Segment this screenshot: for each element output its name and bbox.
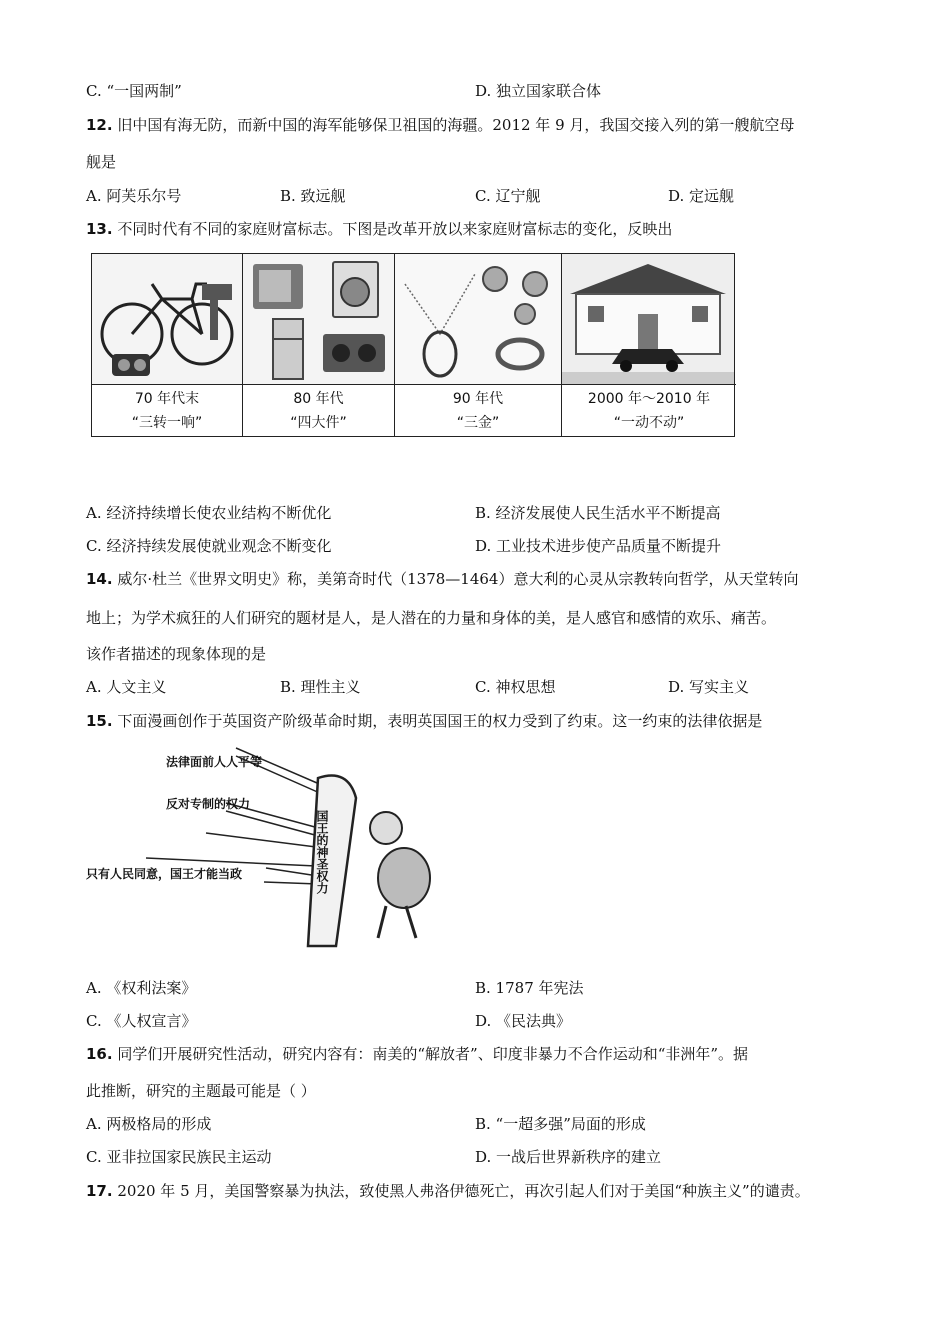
question-12-number: 12.: [86, 116, 113, 134]
q16-option-a: A. 两极格局的形成: [86, 1115, 212, 1133]
panel-70s-label: “三转一响”: [131, 415, 203, 431]
panel-90s: [395, 254, 562, 436]
question-14-stem-1: 14. 威尔·杜兰《世界文明史》称，美第奇时代（1378—1464）意大利的心灵从宗教转向哲学，从天堂转向: [86, 570, 799, 588]
q15-option-b: B. 1787 年宪法: [475, 979, 584, 997]
question-15-stem-1: 15. 下面漫画创作于英国资产阶级革命时期，表明英国国王的权力受到了约束。这一约束的法律依据是: [86, 712, 763, 730]
q16-option-b: B. “一超多强”局面的形成: [475, 1115, 646, 1133]
house-car-image: [562, 254, 736, 385]
q14-option-d: D. 写实主义: [668, 678, 750, 696]
q12-option-d: D. 定远舰: [668, 187, 735, 205]
question-14-stem-2: 地上；为学术疯狂的人们研究的题材是人，是人潜在的力量和身体的美，是人感官和感情的欢乐、痛苦。: [86, 609, 777, 627]
q12-option-a: A. 阿芙乐尔号: [86, 187, 182, 205]
q12-option-c: C. 辽宁舰: [475, 187, 541, 205]
question-17-number: 17.: [86, 1182, 113, 1200]
question-13-stem-1: 13. 不同时代有不同的家庭财富标志。下图是改革开放以来家庭财富标志的变化，反映出: [86, 220, 673, 238]
panel-2000s: [562, 254, 736, 436]
q13-option-b: B. 经济发展使人民生活水平不断提高: [475, 504, 721, 522]
q12-option-b: B. 致远舰: [280, 187, 346, 205]
arrow-label-equality: 法律面前人人平等: [166, 755, 263, 769]
panel-80s: [243, 254, 395, 436]
q14-option-b: B. 理性主义: [280, 678, 361, 696]
q13-option-c: C. 经济持续发展使就业观念不断变化: [86, 537, 332, 555]
q15-option-c: C. 《人权宣言》: [86, 1012, 197, 1030]
wealth-symbols-table: [91, 253, 735, 437]
question-16-stem-1: 16. 同学们开展研究性活动，研究内容有：南美的“解放者”、印度非暴力不合作运动和“非洲年”。据: [86, 1045, 749, 1063]
q16-option-d: D. 一战后世界新秩序的建立: [475, 1148, 662, 1166]
panel-2000s-label: “一动不动”: [613, 415, 685, 431]
q16-option-c: C. 亚非拉国家民族民主运动: [86, 1148, 272, 1166]
q13-option-d: D. 工业技术进步使产品质量不断提升: [475, 537, 722, 555]
question-16-stem-2: 此推断，研究的主题最可能是（ ）: [86, 1082, 316, 1100]
panel-90s-label: “三金”: [456, 415, 500, 431]
arrow-label-anti-autocracy: 反对专制的权力: [166, 797, 251, 811]
q15-option-a: A. 《权利法案》: [86, 979, 197, 997]
panel-70s-period: 70 年代末: [134, 391, 200, 407]
king-power-cartoon: [86, 738, 446, 950]
panel-80s-period: 80 年代: [293, 391, 344, 407]
question-17-stem-1: 17. 2020 年 5 月，美国警察暴为执法，致使黑人弗洛伊德死亡，再次引起人们对于美国“种族主义”的谴责。: [86, 1182, 810, 1200]
q11-option-d: D. 独立国家联合体: [475, 82, 602, 100]
question-16-number: 16.: [86, 1045, 113, 1063]
shield-label: 国王的神圣权力: [315, 810, 329, 894]
q13-option-a: A. 经济持续增长使农业结构不断优化: [86, 504, 332, 522]
question-12-stem-1: 12. 旧中国有海无防，而新中国的海军能够保卫祖国的海疆。2012 年 9 月，我国交接入列的第一艘航空母: [86, 116, 795, 134]
bicycle-sewing-machine-radio-image: [92, 254, 242, 385]
panel-70s: [92, 254, 243, 436]
q14-option-c: C. 神权思想: [475, 678, 556, 696]
arrow-label-consent: 只有人民同意，国王才能当政: [86, 867, 243, 881]
q11-option-c: C. “一国两制”: [86, 82, 182, 100]
q15-option-d: D. 《民法典》: [475, 1012, 572, 1030]
tv-washer-fridge-recorder-image: [243, 254, 394, 385]
panel-80s-label: “四大件”: [290, 415, 347, 431]
q14-option-a: A. 人文主义: [86, 678, 167, 696]
panel-2000s-period: 2000 年～2010 年: [587, 391, 711, 407]
panel-90s-period: 90 年代: [452, 391, 504, 407]
question-12-stem-2: 舰是: [86, 153, 117, 171]
question-15-number: 15.: [86, 712, 113, 730]
question-13-number: 13.: [86, 220, 113, 238]
question-14-stem-3: 该作者描述的现象体现的是: [86, 645, 267, 663]
necklace-earrings-ring-image: [395, 254, 561, 385]
question-14-number: 14.: [86, 570, 113, 588]
